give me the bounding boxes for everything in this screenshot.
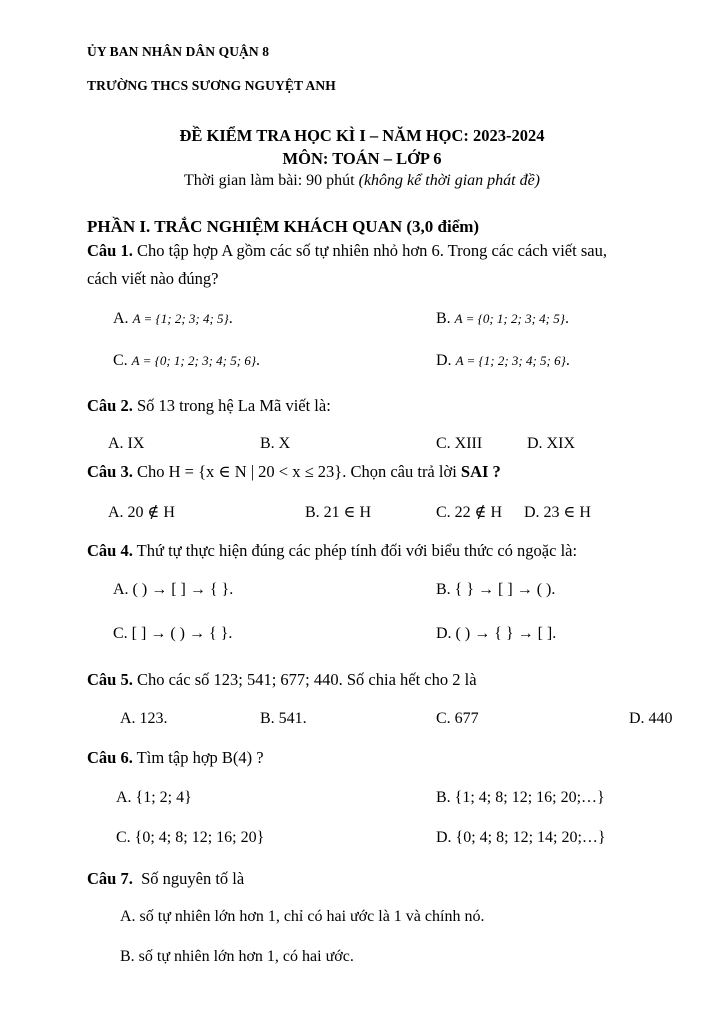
question-text: Tìm tập hợp B(4) ? bbox=[132, 748, 264, 767]
question-4 bbox=[87, 541, 577, 561]
question-label: Câu 4. bbox=[87, 541, 133, 560]
q5-option-a: A. 123. bbox=[120, 710, 168, 727]
option-math: A = {1; 2; 3; 4; 5; 6} bbox=[455, 353, 566, 368]
q6-option-c: C. {0; 4; 8; 12; 16; 20} bbox=[116, 829, 265, 846]
option-label: B. bbox=[436, 310, 451, 327]
question-2 bbox=[87, 396, 331, 416]
q4-option-c: C. [ ] → ( ) → { }. bbox=[113, 625, 233, 642]
question-text: Số nguyên tố là bbox=[132, 869, 245, 888]
q4-option-b: B. { } → [ ] → ( ). bbox=[436, 581, 556, 598]
option-label: C. bbox=[113, 352, 128, 369]
q3-option-c: C. 22 ∉ H bbox=[436, 504, 503, 521]
question-text: Cho tập hợp A gồm các số tự nhiên nhỏ hơn 6. Trong các cách viết sau, bbox=[132, 241, 607, 260]
question-text: Số 13 trong hệ La Mã viết là: bbox=[132, 396, 331, 415]
exam-time-line bbox=[0, 172, 724, 190]
question-text: Cho các số 123; 541; 677; 440. Số chia hết cho 2 là bbox=[132, 670, 477, 689]
question-emphasis: SAI ? bbox=[460, 462, 501, 481]
q3-option-b: B. 21 ∈ H bbox=[305, 504, 372, 521]
exam-time-note: (không kể thời gian phát đề) bbox=[358, 172, 541, 189]
question-7 bbox=[87, 869, 244, 889]
q1-option-c: C. A = {0; 1; 2; 3; 4; 5; 6}. bbox=[113, 352, 261, 369]
q5-option-b: B. 541. bbox=[260, 710, 307, 727]
question-label: Câu 2. bbox=[87, 396, 133, 415]
question-text: Thứ tự thực hiện đúng các phép tính đối với biểu thức có ngoặc là: bbox=[132, 541, 578, 560]
option-label: D. bbox=[436, 352, 452, 369]
q2-option-d: D. XIX bbox=[527, 435, 575, 452]
q7-option-a: A. số tự nhiên lớn hơn 1, chỉ có hai ước là 1 và chính nó. bbox=[120, 908, 485, 925]
q1-option-a: A. A = {1; 2; 3; 4; 5}. bbox=[113, 310, 233, 327]
question-label: Câu 3. bbox=[87, 462, 133, 481]
exam-title: ĐỀ KIỂM TRA HỌC KÌ I – NĂM HỌC: 2023-2024 bbox=[179, 126, 545, 145]
option-label: A. bbox=[113, 310, 129, 327]
exam-time: Thời gian làm bài: 90 phút bbox=[183, 172, 355, 189]
q3-option-a: A. 20 ∉ H bbox=[108, 504, 175, 521]
q1-option-d: D. A = {1; 2; 3; 4; 5; 6}. bbox=[436, 352, 570, 369]
q4-option-a: A. ( ) → [ ] → { }. bbox=[113, 581, 234, 598]
question-6 bbox=[87, 748, 264, 768]
question-label: Câu 6. bbox=[87, 748, 133, 767]
header-school: TRƯỜNG THCS SƯƠNG NGUYỆT ANH bbox=[87, 78, 336, 93]
section-title: PHẦN I. TRẮC NGHIỆM KHÁCH QUAN (3,0 điểm) bbox=[87, 217, 480, 236]
question-label: Câu 7. bbox=[87, 869, 133, 888]
q6-option-a: A. {1; 2; 4} bbox=[116, 789, 192, 806]
q2-option-b: B. X bbox=[260, 435, 291, 452]
option-math: A = {0; 1; 2; 3; 4; 5} bbox=[454, 311, 565, 326]
question-3 bbox=[87, 462, 501, 482]
header-district: ỦY BAN NHÂN DÂN QUẬN 8 bbox=[87, 44, 270, 59]
question-1 bbox=[87, 241, 607, 261]
exam-subject: MÔN: TOÁN – LỚP 6 bbox=[282, 149, 442, 168]
question-label: Câu 1. bbox=[87, 241, 133, 260]
question-label: Câu 5. bbox=[87, 670, 133, 689]
question-1-cont: cách viết nào đúng? bbox=[87, 269, 219, 288]
option-math: A = {1; 2; 3; 4; 5} bbox=[132, 311, 229, 326]
q2-option-a: A. IX bbox=[108, 435, 145, 452]
q4-option-d: D. ( ) → { } → [ ]. bbox=[436, 625, 557, 642]
q5-option-d: D. 440 bbox=[629, 710, 673, 727]
q6-option-d: D. {0; 4; 8; 12; 14; 20;…} bbox=[436, 829, 606, 846]
q2-option-c: C. XIII bbox=[436, 435, 483, 452]
question-text: Cho H = {x ∈ N | 20 < x ≤ 23}. Chọn câu trả lời bbox=[132, 462, 461, 481]
q5-option-c: C. 677 bbox=[436, 710, 479, 727]
q1-option-b: B. A = {0; 1; 2; 3; 4; 5}. bbox=[436, 310, 569, 327]
q7-option-b: B. số tự nhiên lớn hơn 1, có hai ước. bbox=[120, 948, 354, 965]
option-math: A = {0; 1; 2; 3; 4; 5; 6} bbox=[131, 353, 257, 368]
q3-option-d: D. 23 ∈ H bbox=[524, 504, 591, 521]
question-5 bbox=[87, 670, 477, 690]
q6-option-b: B. {1; 4; 8; 12; 16; 20;…} bbox=[436, 789, 605, 806]
